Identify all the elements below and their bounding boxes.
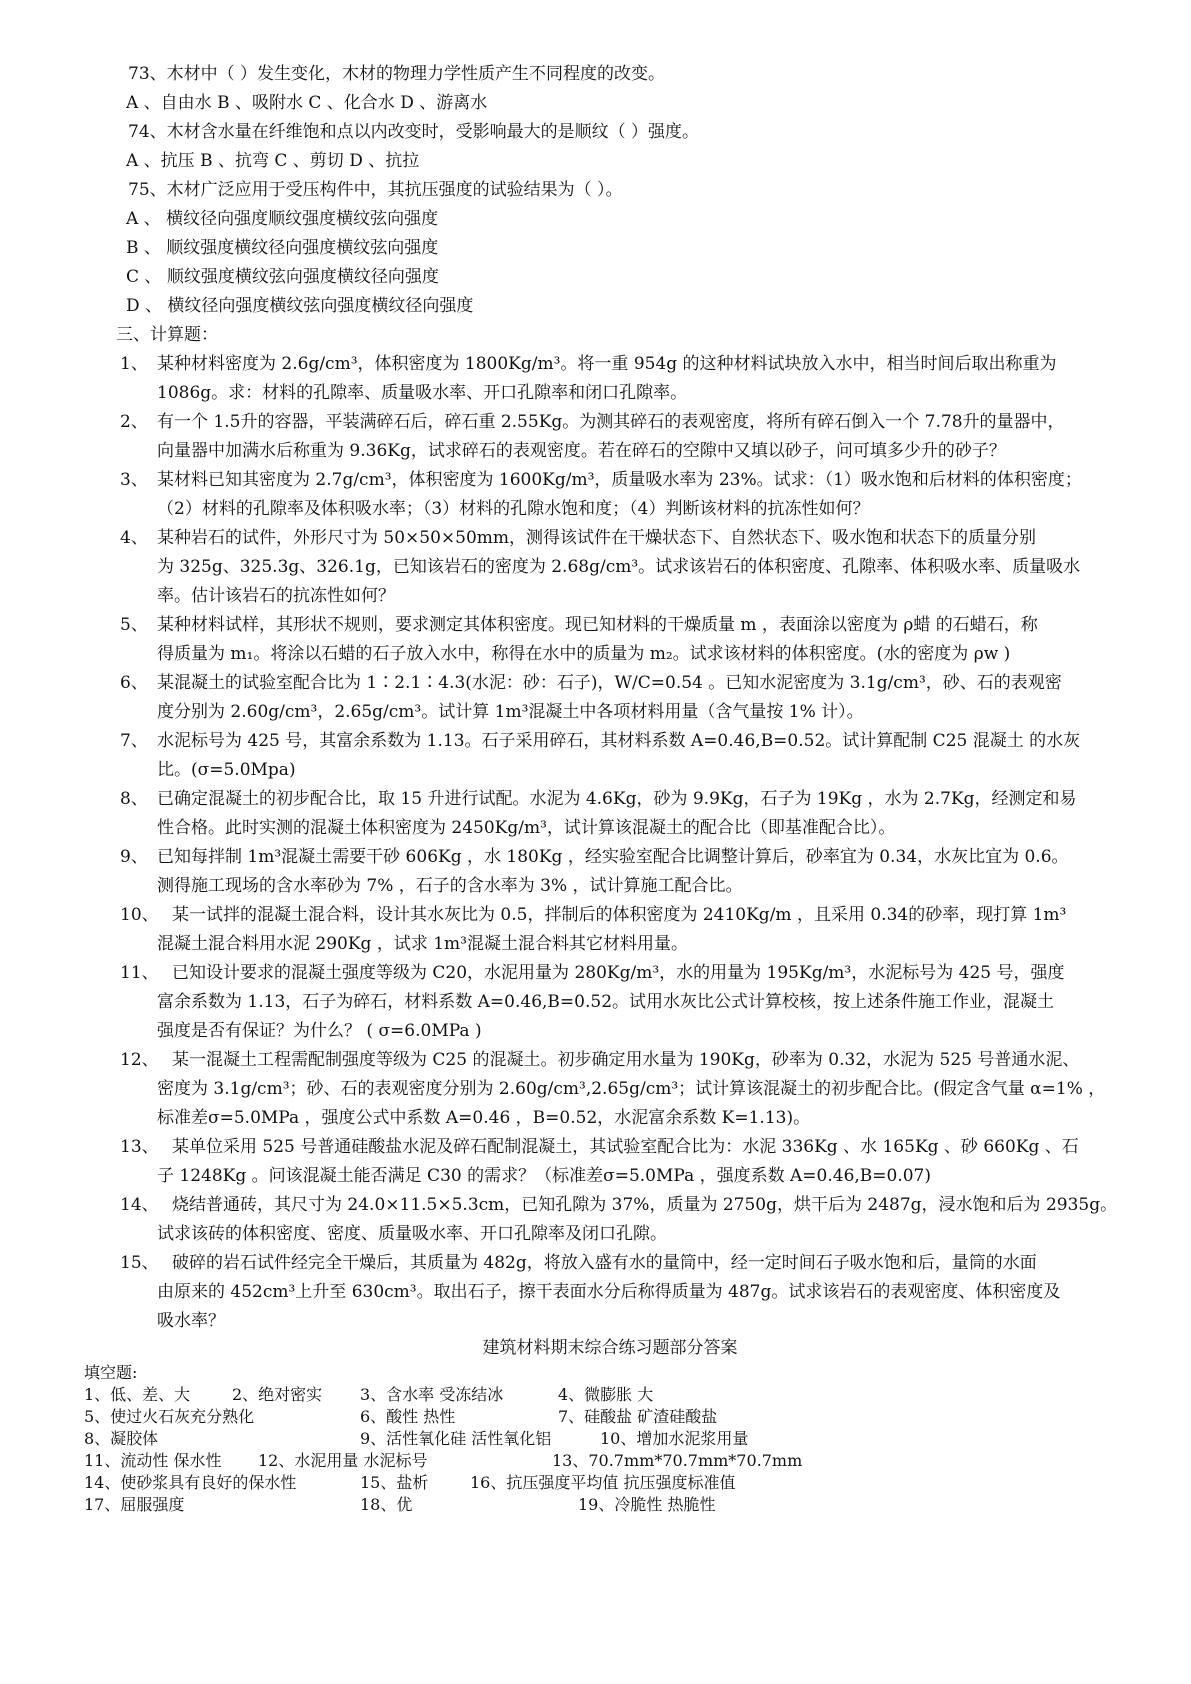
calc-line: 有一个 1.5升的容器，平装满碎石后，碎石重 2.55Kg。为测其碎石的表观密度，将所有碎石倒入一个 7.78升的量器中， [157,412,1065,432]
calc-num-15: 15、 [120,1253,159,1273]
calc-line: 标准差σ=5.0MPa ，强度公式中系数 A=0.46 ，B=0.52，水泥富余系数 K=1.13)。 [157,1108,811,1128]
calc-line: 比。(σ=5.0Mpa) [157,760,296,780]
answer-item: 3、含水率 受冻结冰 [360,1385,504,1404]
answer-item: 7、硅酸盐 矿渣硅酸盐 [558,1407,718,1426]
calc-line: 得质量为 m₁。将涂以石蜡的石子放入水中，称得在水中的质量为 m₂。试求该材料的体积密度。(水的密度为 ρw ) [157,644,1011,664]
answer-item: 13、70.7mm*70.7mm*70.7mm [552,1451,803,1470]
calc-line: 烧结普通砖，其尺寸为 24.0×11.5×5.3cm，已知孔隙为 37%，质量为 2750g，烘干后为 2487g，浸水饱和后为 2935g。 [172,1195,1118,1215]
answer-item: 11、流动性 保水性 [84,1451,222,1470]
calc-num-7: 7、 [120,731,148,751]
answer-item: 6、酸性 热性 [360,1407,456,1426]
calc-line: （2）材料的孔隙率及体积吸水率；（3）材料的孔隙水饱和度；（4）判断该材料的抗冻性如何？ [157,499,870,519]
calc-line: 水泥标号为 425 号，其富余系数为 1.13。石子采用碎石，其材料系数 A=0.46,B=0.52。试计算配制 C25 混凝土 的水灰 [157,731,1081,751]
calc-num-5: 5、 [120,615,148,635]
calc-num-9: 9、 [120,847,148,867]
answer-item: 17、屈服强度 [84,1495,185,1514]
calc-line: 为 325g、325.3g、326.1g，已知该岩石的密度为 2.68g/cm³。试求该岩石的体积密度、孔隙率、体积吸水率、质量吸水 [157,557,1081,577]
calc-num-11: 11、 [120,963,159,983]
answer-item: 5、使过火石灰充分熟化 [84,1407,255,1426]
calc-line: 混凝土混合料用水泥 290Kg ，试求 1m³混凝土混合料其它材料用量。 [157,934,688,954]
question-74: 74、木材含水量在纤维饱和点以内改变时，受影响最大的是顺纹（ ）强度。 [128,122,700,142]
calc-line: 某混凝土的试验室配合比为 1∶2.1∶4.3(水泥：砂：石子)，W/C=0.54 。已知水泥密度为 3.1g/cm³，砂、石的表观密 [157,673,1062,693]
calc-num-12: 12、 [120,1050,159,1070]
calc-num-6: 6、 [120,673,148,693]
question-75: 75、木材广泛应用于受压构件中，其抗压强度的试验结果为（ ）。 [128,180,623,200]
answer-item: 4、微膨胀 大 [558,1385,654,1404]
section-heading: 三、计算题： [116,325,218,345]
calc-line: 1086g。求：材料的孔隙率、质量吸水率、开口孔隙率和闭口孔隙率。 [157,383,688,403]
calc-line: 已知每拌制 1m³混凝土需要干砂 606Kg ，水 180Kg ，经实验室配合比调整计算后，砂率宜为 0.34，水灰比宜为 0.6。 [157,847,1069,867]
answer-item: 8、凝胶体 [84,1429,159,1448]
calc-line: 某种岩石的试件，外形尺寸为 50×50×50mm，测得该试件在干燥状态下、自然状态下、吸水饱和状态下的质量分别 [157,528,1037,548]
calc-line: 已确定混凝土的初步配合比，取 15 升进行试配。水泥为 4.6Kg，砂为 9.9Kg，石子为 19Kg ，水为 2.7Kg，经测定和易 [157,789,1077,809]
calc-line: 破碎的岩石试件经完全干燥后，其质量为 482g，将放入盛有水的量筒中，经一定时间石子吸水饱和后，量筒的水面 [172,1253,1037,1273]
question-75-option-a: A 、 横纹径向强度顺纹强度横纹弦向强度 [126,209,439,229]
calc-line: 性合格。此时实测的混凝土体积密度为 2450Kg/m³，试计算该混凝土的配合比（即基准配合比）。 [157,818,896,838]
answer-item: 1、低、差、大 [84,1385,191,1404]
answer-item: 18、优 [360,1495,413,1514]
calc-line: 强度是否有保证？为什么？ ( σ=6.0MPa ) [157,1021,482,1041]
calc-line: 向量器中加满水后称重为 9.36Kg，试求碎石的表观密度。若在碎石的空隙中又填以砂子，问可填多少升的砂子？ [157,441,1006,461]
calc-line: 测得施工现场的含水率砂为 7% ，石子的含水率为 3% ，试计算施工配合比。 [157,876,743,896]
calc-line: 率。估计该岩石的抗冻性如何？ [157,586,395,606]
calc-line: 子 1248Kg 。问该混凝土能否满足 C30 的需求？（标准差σ=5.0MPa ，强度系数 A=0.46,B=0.07) [157,1166,932,1186]
fill-blank-label: 填空题: [84,1363,138,1382]
calc-line: 某一混凝土工程需配制强度等级为 C25 的混凝土。初步确定用水量为 190Kg，砂率为 0.32，水泥为 525 号普通水泥、 [172,1050,1080,1070]
calc-num-14: 14、 [120,1195,159,1215]
answer-item: 2、绝对密实 [232,1385,323,1404]
calc-num-3: 3、 [120,470,148,490]
calc-num-1: 1、 [120,354,148,374]
calc-num-4: 4、 [120,528,148,548]
answer-item: 19、冷脆性 热脆性 [578,1495,716,1514]
answer-item: 10、增加水泥浆用量 [600,1429,749,1448]
calc-line: 已知设计要求的混凝土强度等级为 C20，水泥用量为 280Kg/m³，水的用量为 195Kg/m³，水泥标号为 425 号，强度 [172,963,1065,983]
calc-line: 某种材料试样，其形状不规则，要求测定其体积密度。现已知材料的干燥质量 m ，表面涂以密度为 ρ蜡 的石蜡石，称 [157,615,1038,635]
calc-line: 由原来的 452cm³上升至 630cm³。取出石子，擦干表面水分后称得质量为 487g。试求该岩石的表观密度、体积密度及 [157,1282,1061,1302]
calc-line: 富余系数为 1.13，石子为碎石，材料系数 A=0.46,B=0.52。试用水灰比公式计算校核，按上述条件施工作业，混凝土 [157,992,1055,1012]
calc-num-2: 2、 [120,412,148,432]
calc-line: 某种材料密度为 2.6g/cm³，体积密度为 1800Kg/m³。将一重 954g 的这种材料试块放入水中，相当时间后取出称重为 [157,354,1057,374]
answer-item: 15、盐析 [360,1473,429,1492]
question-73-options: A 、自由水 B 、吸附水 C 、化合水 D 、游离水 [126,93,488,113]
answer-item: 14、使砂浆具有良好的保水性 [84,1473,297,1492]
question-74-options: A 、抗压 B 、抗弯 C 、剪切 D 、抗拉 [126,151,420,171]
question-75-option-c: C 、 顺纹强度横纹弦向强度横纹径向强度 [126,267,439,287]
answer-item: 12、水泥用量 水泥标号 [258,1451,428,1470]
calc-line: 试求该砖的体积密度、密度、质量吸水率、开口孔隙率及闭口孔隙。 [157,1224,667,1244]
calc-line: 度分别为 2.60g/cm³，2.65g/cm³。试计算 1m³混凝土中各项材料用量（含气量按 1% 计）。 [157,702,864,722]
answer-item: 9、活性氧化硅 活性氧化铝 [360,1429,552,1448]
calc-line: 密度为 3.1g/cm³；砂、石的表观密度分别为 2.60g/cm³,2.65g/cm³；试计算该混凝土的初步配合比。(假定含气量 α=1% ， [157,1079,1106,1099]
calc-line: 某材料已知其密度为 2.7g/cm³，体积密度为 1600Kg/m³，质量吸水率为 23%。试求：（1）吸水饱和后材料的体积密度； [157,470,1082,490]
question-75-option-d: D 、 横纹径向强度横纹弦向强度横纹径向强度 [126,296,474,316]
calc-line: 吸水率？ [157,1311,225,1331]
calc-num-13: 13、 [120,1137,159,1157]
calc-num-10: 10、 [120,905,159,925]
calc-num-8: 8、 [120,789,148,809]
calc-line: 某一试拌的混凝土混合料，设计其水灰比为 0.5，拌制后的体积密度为 2410Kg/m ，且采用 0.34的砂率，现打算 1m³ [172,905,1067,925]
answers-title: 建筑材料期末综合练习题部分答案 [482,1338,738,1358]
question-73: 73、木材中（ ）发生变化，木材的物理力学性质产生不同程度的改变。 [128,64,666,84]
question-75-option-b: B 、 顺纹强度横纹径向强度横纹弦向强度 [126,238,439,258]
calc-line: 某单位采用 525 号普通硅酸盐水泥及碎石配制混凝土，其试验室配合比为：水泥 336Kg 、水 165Kg 、砂 660Kg 、石 [172,1137,1079,1157]
answer-item: 16、抗压强度平均值 抗压强度标准值 [470,1473,736,1492]
